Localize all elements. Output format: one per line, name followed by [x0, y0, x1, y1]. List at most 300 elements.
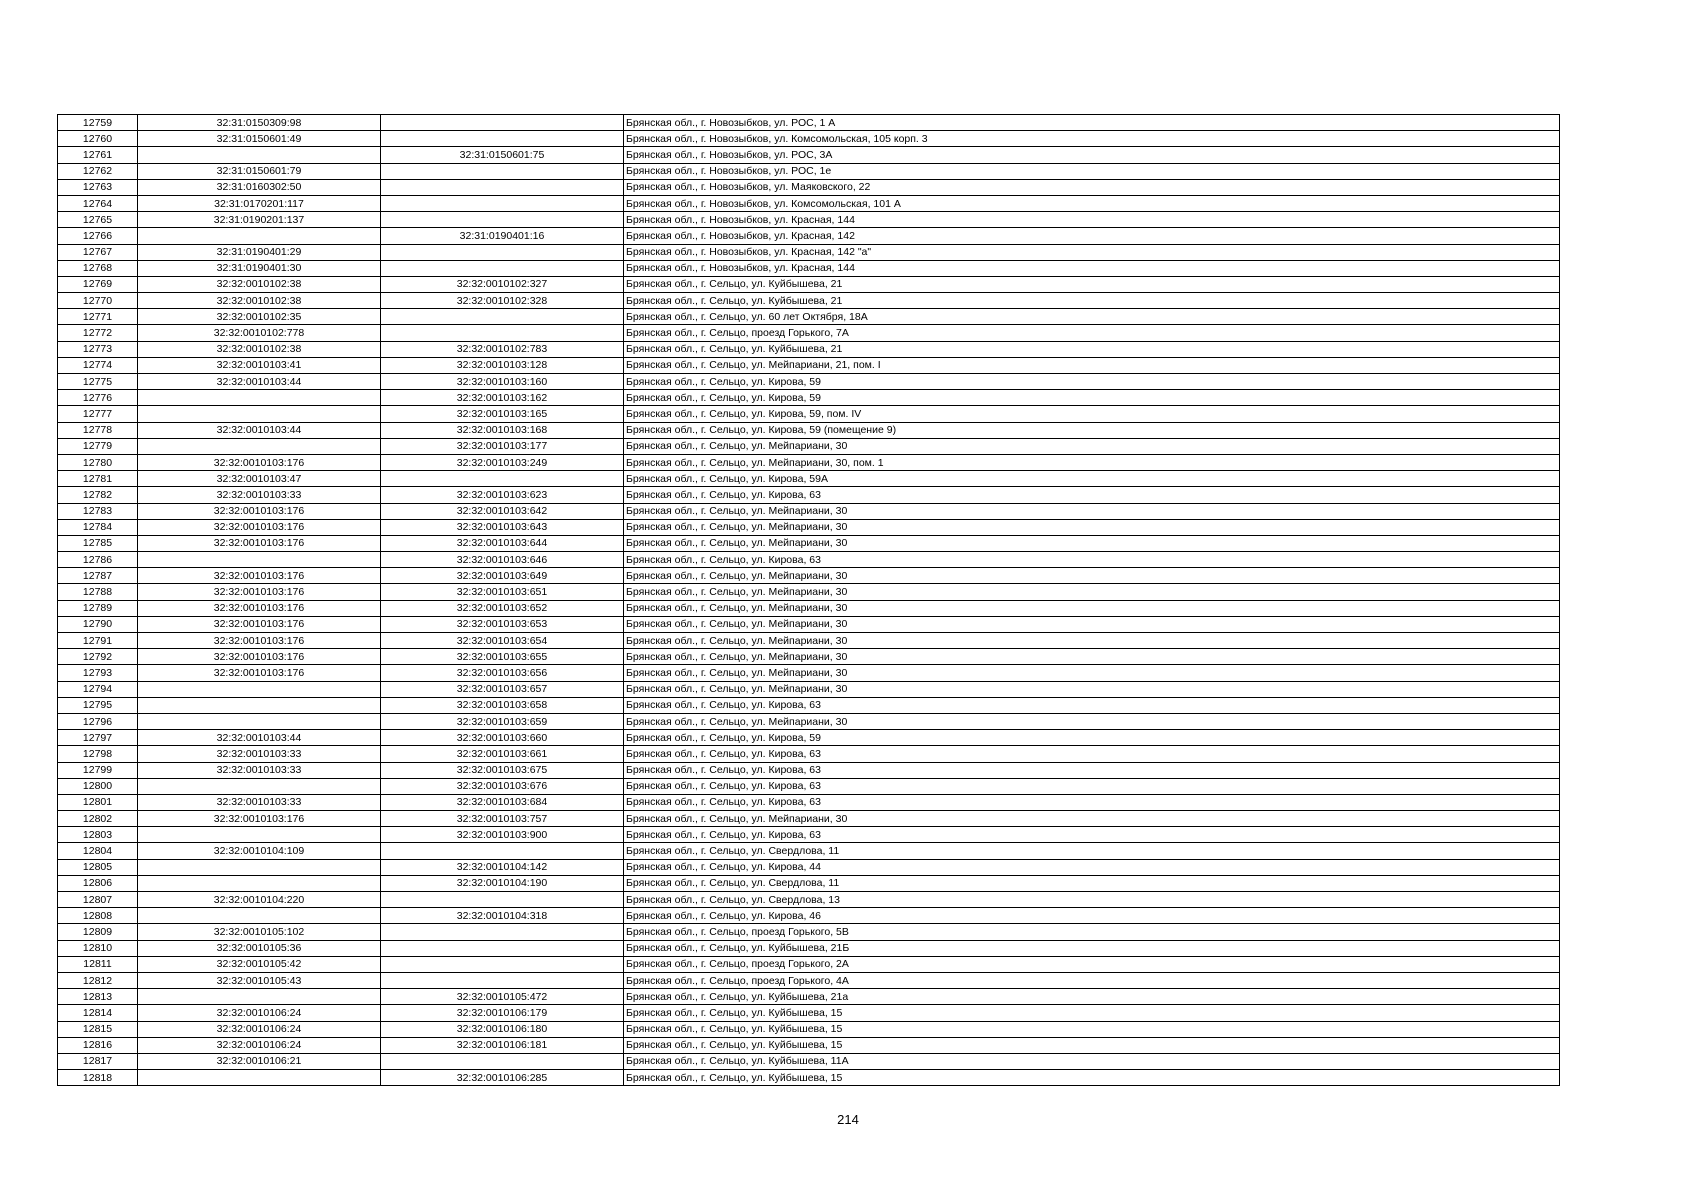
- table-row: [58, 1053, 1560, 1069]
- address-cell: Брянская обл., г. Сельцо, проезд Горького, 2А: [624, 956, 1560, 972]
- row-number-cell: 12795: [58, 697, 138, 713]
- address-cell: Брянская обл., г. Сельцо, ул. Мейпариани, 30: [624, 665, 1560, 681]
- address-cell: Брянская обл., г. Сельцо, ул. Мейпариани, 30: [624, 438, 1560, 454]
- row-number-cell: 12802: [58, 811, 138, 827]
- object-cadastral-number-cell: 32:32:0010103:900: [381, 827, 624, 843]
- address-cell: Брянская обл., г. Сельцо, ул. Мейпариани, 30: [624, 503, 1560, 519]
- address-cell: Брянская обл., г. Сельцо, ул. Кирова, 44: [624, 859, 1560, 875]
- row-number-cell: 12814: [58, 1005, 138, 1021]
- table-row: [58, 487, 1560, 503]
- row-number-cell: 12816: [58, 1037, 138, 1053]
- table-row: [58, 649, 1560, 665]
- row-number-cell: 12780: [58, 454, 138, 470]
- object-cadastral-number-cell: 32:32:0010103:675: [381, 762, 624, 778]
- object-cadastral-number-cell: [381, 843, 624, 859]
- cadastral-number-cell: [138, 713, 381, 729]
- address-cell: Брянская обл., г. Новозыбков, ул. Красная, 144: [624, 212, 1560, 228]
- table-row: [58, 195, 1560, 211]
- object-cadastral-number-cell: [381, 325, 624, 341]
- table-row: [58, 778, 1560, 794]
- row-number-cell: 12786: [58, 552, 138, 568]
- cadastral-number-cell: 32:32:0010102:38: [138, 293, 381, 309]
- table-row: [58, 390, 1560, 406]
- cadastral-number-cell: 32:32:0010103:176: [138, 616, 381, 632]
- address-cell: Брянская обл., г. Сельцо, ул. Кирова, 63: [624, 487, 1560, 503]
- cadastral-number-cell: 32:32:0010103:33: [138, 794, 381, 810]
- cadastral-number-cell: 32:31:0190201:137: [138, 212, 381, 228]
- address-cell: Брянская обл., г. Новозыбков, ул. Маяковского, 22: [624, 179, 1560, 195]
- object-cadastral-number-cell: 32:32:0010106:181: [381, 1037, 624, 1053]
- table-row: [58, 633, 1560, 649]
- object-cadastral-number-cell: 32:32:0010102:328: [381, 293, 624, 309]
- cadastral-number-cell: [138, 228, 381, 244]
- table-row: [58, 293, 1560, 309]
- object-cadastral-number-cell: 32:32:0010103:160: [381, 374, 624, 390]
- row-number-cell: 12815: [58, 1021, 138, 1037]
- address-cell: Брянская обл., г. Сельцо, ул. Кирова, 46: [624, 908, 1560, 924]
- cadastral-number-cell: 32:32:0010103:176: [138, 454, 381, 470]
- row-number-cell: 12791: [58, 633, 138, 649]
- cadastral-number-cell: [138, 778, 381, 794]
- address-cell: Брянская обл., г. Новозыбков, ул. РОС, 1е: [624, 163, 1560, 179]
- object-cadastral-number-cell: 32:32:0010103:249: [381, 454, 624, 470]
- cadastral-number-cell: 32:32:0010105:102: [138, 924, 381, 940]
- cadastral-number-cell: 32:32:0010102:778: [138, 325, 381, 341]
- address-cell: Брянская обл., г. Сельцо, ул. Кирова, 63: [624, 827, 1560, 843]
- address-cell: Брянская обл., г. Сельцо, ул. Кирова, 59: [624, 374, 1560, 390]
- table-row: [58, 1070, 1560, 1086]
- table-row: [58, 374, 1560, 390]
- table-row: [58, 665, 1560, 681]
- cadastral-number-cell: 32:32:0010103:33: [138, 746, 381, 762]
- table-row: [58, 811, 1560, 827]
- cadastral-number-cell: [138, 1070, 381, 1086]
- address-cell: Брянская обл., г. Сельцо, ул. Кирова, 59: [624, 730, 1560, 746]
- row-number-cell: 12811: [58, 956, 138, 972]
- object-cadastral-number-cell: 32:32:0010103:646: [381, 552, 624, 568]
- cadastral-number-cell: 32:32:0010103:176: [138, 519, 381, 535]
- row-number-cell: 12759: [58, 115, 138, 131]
- address-cell: Брянская обл., г. Новозыбков, ул. Красная, 142: [624, 228, 1560, 244]
- table-row: [58, 1021, 1560, 1037]
- address-cell: Брянская обл., г. Новозыбков, ул. РОС, 1 А: [624, 115, 1560, 131]
- address-cell: Брянская обл., г. Сельцо, ул. Кирова, 63: [624, 762, 1560, 778]
- row-number-cell: 12778: [58, 422, 138, 438]
- cadastral-number-cell: 32:32:0010103:44: [138, 374, 381, 390]
- address-cell: Брянская обл., г. Сельцо, ул. Мейпариани, 30: [624, 681, 1560, 697]
- row-number-cell: 12783: [58, 503, 138, 519]
- address-cell: Брянская обл., г. Сельцо, проезд Горького, 4А: [624, 972, 1560, 988]
- table-row: [58, 212, 1560, 228]
- object-cadastral-number-cell: [381, 1053, 624, 1069]
- object-cadastral-number-cell: 32:32:0010103:655: [381, 649, 624, 665]
- address-cell: Брянская обл., г. Сельцо, ул. Мейпариани, 30: [624, 633, 1560, 649]
- object-cadastral-number-cell: 32:32:0010105:472: [381, 989, 624, 1005]
- table-row: [58, 244, 1560, 260]
- row-number-cell: 12761: [58, 147, 138, 163]
- object-cadastral-number-cell: 32:32:0010103:128: [381, 357, 624, 373]
- object-cadastral-number-cell: [381, 471, 624, 487]
- table-row: [58, 1005, 1560, 1021]
- row-number-cell: 12794: [58, 681, 138, 697]
- row-number-cell: 12773: [58, 341, 138, 357]
- row-number-cell: 12772: [58, 325, 138, 341]
- object-cadastral-number-cell: 32:32:0010103:658: [381, 697, 624, 713]
- row-number-cell: 12771: [58, 309, 138, 325]
- cadastral-number-cell: 32:31:0150309:98: [138, 115, 381, 131]
- row-number-cell: 12776: [58, 390, 138, 406]
- row-number-cell: 12803: [58, 827, 138, 843]
- table-row: [58, 924, 1560, 940]
- address-cell: Брянская обл., г. Сельцо, ул. Мейпариани, 30: [624, 616, 1560, 632]
- object-cadastral-number-cell: 32:32:0010104:142: [381, 859, 624, 875]
- object-cadastral-number-cell: 32:32:0010103:676: [381, 778, 624, 794]
- address-cell: Брянская обл., г. Новозыбков, ул. Красная, 142 "а": [624, 244, 1560, 260]
- cadastral-number-cell: 32:32:0010103:176: [138, 665, 381, 681]
- object-cadastral-number-cell: 32:32:0010103:651: [381, 584, 624, 600]
- row-number-cell: 12788: [58, 584, 138, 600]
- cadastral-number-cell: 32:32:0010106:24: [138, 1037, 381, 1053]
- cadastral-number-cell: 32:32:0010105:42: [138, 956, 381, 972]
- table-row: [58, 147, 1560, 163]
- row-number-cell: 12787: [58, 568, 138, 584]
- address-cell: Брянская обл., г. Сельцо, ул. Мейпариани, 30: [624, 649, 1560, 665]
- table-row: [58, 794, 1560, 810]
- cadastral-number-cell: 32:32:0010104:109: [138, 843, 381, 859]
- cadastral-number-cell: [138, 390, 381, 406]
- address-cell: Брянская обл., г. Сельцо, ул. Куйбышева, 15: [624, 1005, 1560, 1021]
- table-row: [58, 681, 1560, 697]
- cadastral-number-cell: 32:32:0010105:43: [138, 972, 381, 988]
- object-cadastral-number-cell: 32:32:0010104:318: [381, 908, 624, 924]
- table-row: [58, 989, 1560, 1005]
- cadastral-number-cell: 32:32:0010103:176: [138, 535, 381, 551]
- table-row: [58, 309, 1560, 325]
- address-cell: Брянская обл., г. Сельцо, ул. Кирова, 59 (помещение 9): [624, 422, 1560, 438]
- object-cadastral-number-cell: 32:32:0010103:177: [381, 438, 624, 454]
- address-cell: Брянская обл., г. Сельцо, ул. Мейпариани, 21, пом. I: [624, 357, 1560, 373]
- row-number-cell: 12768: [58, 260, 138, 276]
- address-cell: Брянская обл., г. Сельцо, ул. Куйбышева, 11А: [624, 1053, 1560, 1069]
- object-cadastral-number-cell: [381, 163, 624, 179]
- address-cell: Брянская обл., г. Сельцо, проезд Горького, 5В: [624, 924, 1560, 940]
- cadastral-number-cell: 32:31:0160302:50: [138, 179, 381, 195]
- row-number-cell: 12782: [58, 487, 138, 503]
- cadastral-number-cell: 32:31:0150601:49: [138, 131, 381, 147]
- object-cadastral-number-cell: [381, 892, 624, 908]
- cadastral-number-cell: 32:31:0170201:117: [138, 195, 381, 211]
- row-number-cell: 12806: [58, 875, 138, 891]
- row-number-cell: 12766: [58, 228, 138, 244]
- table-row: [58, 697, 1560, 713]
- object-cadastral-number-cell: [381, 924, 624, 940]
- row-number-cell: 12799: [58, 762, 138, 778]
- cadastral-number-cell: 32:32:0010103:176: [138, 811, 381, 827]
- row-number-cell: 12792: [58, 649, 138, 665]
- table-row: [58, 276, 1560, 292]
- table-row: [58, 341, 1560, 357]
- cadastral-number-cell: 32:32:0010103:44: [138, 422, 381, 438]
- cadastral-number-cell: 32:31:0150601:79: [138, 163, 381, 179]
- object-cadastral-number-cell: [381, 940, 624, 956]
- object-cadastral-number-cell: 32:32:0010103:649: [381, 568, 624, 584]
- row-number-cell: 12785: [58, 535, 138, 551]
- row-number-cell: 12800: [58, 778, 138, 794]
- table-row: [58, 503, 1560, 519]
- object-cadastral-number-cell: 32:32:0010103:653: [381, 616, 624, 632]
- object-cadastral-number-cell: 32:32:0010103:656: [381, 665, 624, 681]
- row-number-cell: 12809: [58, 924, 138, 940]
- table-row: [58, 179, 1560, 195]
- cadastral-number-cell: [138, 908, 381, 924]
- address-cell: Брянская обл., г. Сельцо, ул. Свердлова, 13: [624, 892, 1560, 908]
- cadastral-number-cell: 32:32:0010106:21: [138, 1053, 381, 1069]
- object-cadastral-number-cell: [381, 115, 624, 131]
- object-cadastral-number-cell: 32:31:0150601:75: [381, 147, 624, 163]
- table-row: [58, 357, 1560, 373]
- address-cell: Брянская обл., г. Новозыбков, ул. Комсомольская, 105 корп. 3: [624, 131, 1560, 147]
- cadastral-number-cell: [138, 438, 381, 454]
- address-cell: Брянская обл., г. Сельцо, проезд Горького, 7А: [624, 325, 1560, 341]
- address-cell: Брянская обл., г. Сельцо, ул. Кирова, 59А: [624, 471, 1560, 487]
- cadastral-number-cell: 32:32:0010103:176: [138, 649, 381, 665]
- cadastral-number-cell: 32:32:0010103:44: [138, 730, 381, 746]
- cadastral-number-cell: 32:32:0010103:176: [138, 584, 381, 600]
- cadastral-number-cell: 32:32:0010103:176: [138, 600, 381, 616]
- table-row: [58, 972, 1560, 988]
- table-row: [58, 908, 1560, 924]
- object-cadastral-number-cell: [381, 972, 624, 988]
- address-cell: Брянская обл., г. Сельцо, ул. Мейпариани, 30: [624, 811, 1560, 827]
- row-number-cell: 12804: [58, 843, 138, 859]
- address-cell: Брянская обл., г. Сельцо, ул. Мейпариани, 30: [624, 600, 1560, 616]
- table-row: [58, 422, 1560, 438]
- object-cadastral-number-cell: 32:32:0010106:179: [381, 1005, 624, 1021]
- row-number-cell: 12793: [58, 665, 138, 681]
- table-row: [58, 228, 1560, 244]
- object-cadastral-number-cell: 32:32:0010102:783: [381, 341, 624, 357]
- table-row: [58, 519, 1560, 535]
- table-row: [58, 940, 1560, 956]
- object-cadastral-number-cell: 32:32:0010103:643: [381, 519, 624, 535]
- address-cell: Брянская обл., г. Новозыбков, ул. РОС, 3А: [624, 147, 1560, 163]
- address-cell: Брянская обл., г. Сельцо, ул. Кирова, 59, пом. IV: [624, 406, 1560, 422]
- row-number-cell: 12777: [58, 406, 138, 422]
- cadastral-number-cell: 32:31:0190401:29: [138, 244, 381, 260]
- address-cell: Брянская обл., г. Новозыбков, ул. Комсомольская, 101 А: [624, 195, 1560, 211]
- object-cadastral-number-cell: 32:32:0010103:661: [381, 746, 624, 762]
- row-number-cell: 12813: [58, 989, 138, 1005]
- object-cadastral-number-cell: 32:31:0190401:16: [381, 228, 624, 244]
- cadastral-number-cell: 32:32:0010103:41: [138, 357, 381, 373]
- object-cadastral-number-cell: [381, 956, 624, 972]
- row-number-cell: 12767: [58, 244, 138, 260]
- cadastral-number-cell: [138, 697, 381, 713]
- address-cell: Брянская обл., г. Сельцо, ул. Куйбышева, 21а: [624, 989, 1560, 1005]
- object-cadastral-number-cell: 32:32:0010103:168: [381, 422, 624, 438]
- object-cadastral-number-cell: 32:32:0010104:190: [381, 875, 624, 891]
- row-number-cell: 12779: [58, 438, 138, 454]
- table-row: [58, 163, 1560, 179]
- cadastral-number-cell: [138, 681, 381, 697]
- table-row: [58, 859, 1560, 875]
- table-row: [58, 956, 1560, 972]
- cadastral-number-cell: [138, 552, 381, 568]
- table-row: [58, 616, 1560, 632]
- address-cell: Брянская обл., г. Сельцо, ул. Кирова, 63: [624, 746, 1560, 762]
- address-cell: Брянская обл., г. Сельцо, ул. Куйбышева, 21: [624, 276, 1560, 292]
- row-number-cell: 12762: [58, 163, 138, 179]
- cadastral-number-cell: 32:32:0010105:36: [138, 940, 381, 956]
- cadastral-number-cell: 32:32:0010104:220: [138, 892, 381, 908]
- table-row: [58, 746, 1560, 762]
- registry-table: [57, 114, 1560, 1086]
- table-row: [58, 713, 1560, 729]
- page-number: 214: [837, 1112, 859, 1127]
- object-cadastral-number-cell: [381, 212, 624, 228]
- object-cadastral-number-cell: [381, 244, 624, 260]
- table-row: [58, 454, 1560, 470]
- row-number-cell: 12781: [58, 471, 138, 487]
- address-cell: Брянская обл., г. Сельцо, ул. Мейпариани, 30: [624, 519, 1560, 535]
- address-cell: Брянская обл., г. Сельцо, ул. Куйбышева, 21: [624, 293, 1560, 309]
- address-cell: Брянская обл., г. Сельцо, ул. Кирова, 59: [624, 390, 1560, 406]
- table-row: [58, 843, 1560, 859]
- cadastral-number-cell: [138, 875, 381, 891]
- cadastral-number-cell: [138, 827, 381, 843]
- object-cadastral-number-cell: 32:32:0010103:657: [381, 681, 624, 697]
- cadastral-number-cell: 32:32:0010103:33: [138, 762, 381, 778]
- table-row: [58, 260, 1560, 276]
- cadastral-number-cell: [138, 147, 381, 163]
- cadastral-number-cell: 32:32:0010103:47: [138, 471, 381, 487]
- table-row: [58, 406, 1560, 422]
- object-cadastral-number-cell: [381, 309, 624, 325]
- table-row: [58, 552, 1560, 568]
- cadastral-number-cell: 32:32:0010106:24: [138, 1005, 381, 1021]
- cadastral-number-cell: 32:31:0190401:30: [138, 260, 381, 276]
- row-number-cell: 12797: [58, 730, 138, 746]
- address-cell: Брянская обл., г. Сельцо, ул. Куйбышева, 15: [624, 1070, 1560, 1086]
- address-cell: Брянская обл., г. Сельцо, ул. Мейпариани, 30: [624, 584, 1560, 600]
- row-number-cell: 12775: [58, 374, 138, 390]
- object-cadastral-number-cell: 32:32:0010103:162: [381, 390, 624, 406]
- row-number-cell: 12805: [58, 859, 138, 875]
- table-row: [58, 875, 1560, 891]
- table-row: [58, 762, 1560, 778]
- row-number-cell: 12763: [58, 179, 138, 195]
- row-number-cell: 12812: [58, 972, 138, 988]
- address-cell: Брянская обл., г. Сельцо, ул. Свердлова, 11: [624, 843, 1560, 859]
- address-cell: Брянская обл., г. Сельцо, ул. Мейпариани, 30, пом. 1: [624, 454, 1560, 470]
- table-row: [58, 438, 1560, 454]
- object-cadastral-number-cell: 32:32:0010103:660: [381, 730, 624, 746]
- table-row: [58, 730, 1560, 746]
- table-row: [58, 568, 1560, 584]
- cadastral-number-cell: 32:32:0010103:176: [138, 503, 381, 519]
- row-number-cell: 12760: [58, 131, 138, 147]
- row-number-cell: 12796: [58, 713, 138, 729]
- address-cell: Брянская обл., г. Сельцо, ул. Мейпариани, 30: [624, 535, 1560, 551]
- cadastral-number-cell: 32:32:0010106:24: [138, 1021, 381, 1037]
- address-cell: Брянская обл., г. Сельцо, ул. Свердлова, 11: [624, 875, 1560, 891]
- object-cadastral-number-cell: 32:32:0010103:659: [381, 713, 624, 729]
- cadastral-number-cell: [138, 989, 381, 1005]
- object-cadastral-number-cell: 32:32:0010106:285: [381, 1070, 624, 1086]
- row-number-cell: 12807: [58, 892, 138, 908]
- object-cadastral-number-cell: [381, 131, 624, 147]
- row-number-cell: 12818: [58, 1070, 138, 1086]
- object-cadastral-number-cell: 32:32:0010103:642: [381, 503, 624, 519]
- row-number-cell: 12801: [58, 794, 138, 810]
- row-number-cell: 12764: [58, 195, 138, 211]
- object-cadastral-number-cell: 32:32:0010103:644: [381, 535, 624, 551]
- row-number-cell: 12789: [58, 600, 138, 616]
- object-cadastral-number-cell: [381, 195, 624, 211]
- address-cell: Брянская обл., г. Новозыбков, ул. Красная, 144: [624, 260, 1560, 276]
- object-cadastral-number-cell: 32:32:0010103:623: [381, 487, 624, 503]
- row-number-cell: 12765: [58, 212, 138, 228]
- cadastral-number-cell: 32:32:0010103:176: [138, 568, 381, 584]
- table-row: [58, 535, 1560, 551]
- row-number-cell: 12770: [58, 293, 138, 309]
- object-cadastral-number-cell: [381, 179, 624, 195]
- address-cell: Брянская обл., г. Сельцо, ул. Куйбышева, 21: [624, 341, 1560, 357]
- row-number-cell: 12790: [58, 616, 138, 632]
- cadastral-number-cell: 32:32:0010102:38: [138, 341, 381, 357]
- address-cell: Брянская обл., г. Сельцо, ул. Кирова, 63: [624, 794, 1560, 810]
- address-cell: Брянская обл., г. Сельцо, ул. Мейпариани, 30: [624, 713, 1560, 729]
- object-cadastral-number-cell: 32:32:0010102:327: [381, 276, 624, 292]
- row-number-cell: 12808: [58, 908, 138, 924]
- cadastral-number-cell: 32:32:0010102:38: [138, 276, 381, 292]
- object-cadastral-number-cell: 32:32:0010106:180: [381, 1021, 624, 1037]
- address-cell: Брянская обл., г. Сельцо, ул. Кирова, 63: [624, 778, 1560, 794]
- table-row: [58, 1037, 1560, 1053]
- address-cell: Брянская обл., г. Сельцо, ул. Куйбышева, 15: [624, 1037, 1560, 1053]
- object-cadastral-number-cell: 32:32:0010103:165: [381, 406, 624, 422]
- row-number-cell: 12817: [58, 1053, 138, 1069]
- table-row: [58, 115, 1560, 131]
- table-row: [58, 131, 1560, 147]
- object-cadastral-number-cell: 32:32:0010103:654: [381, 633, 624, 649]
- address-cell: Брянская обл., г. Сельцо, ул. Мейпариани, 30: [624, 568, 1560, 584]
- table-row: [58, 584, 1560, 600]
- address-cell: Брянская обл., г. Сельцо, ул. Кирова, 63: [624, 697, 1560, 713]
- row-number-cell: 12810: [58, 940, 138, 956]
- cadastral-number-cell: 32:32:0010103:176: [138, 633, 381, 649]
- cadastral-number-cell: [138, 406, 381, 422]
- table-row: [58, 892, 1560, 908]
- cadastral-number-cell: 32:32:0010103:33: [138, 487, 381, 503]
- address-cell: Брянская обл., г. Сельцо, ул. Куйбышева, 21Б: [624, 940, 1560, 956]
- table-row: [58, 325, 1560, 341]
- row-number-cell: 12774: [58, 357, 138, 373]
- table-body: [58, 115, 1560, 1086]
- address-cell: Брянская обл., г. Сельцо, ул. Куйбышева, 15: [624, 1021, 1560, 1037]
- address-cell: Брянская обл., г. Сельцо, ул. 60 лет Октября, 18А: [624, 309, 1560, 325]
- row-number-cell: 12769: [58, 276, 138, 292]
- row-number-cell: 12784: [58, 519, 138, 535]
- cadastral-number-cell: [138, 859, 381, 875]
- address-cell: Брянская обл., г. Сельцо, ул. Кирова, 63: [624, 552, 1560, 568]
- row-number-cell: 12798: [58, 746, 138, 762]
- table-row: [58, 827, 1560, 843]
- object-cadastral-number-cell: 32:32:0010103:757: [381, 811, 624, 827]
- object-cadastral-number-cell: 32:32:0010103:652: [381, 600, 624, 616]
- object-cadastral-number-cell: [381, 260, 624, 276]
- object-cadastral-number-cell: 32:32:0010103:684: [381, 794, 624, 810]
